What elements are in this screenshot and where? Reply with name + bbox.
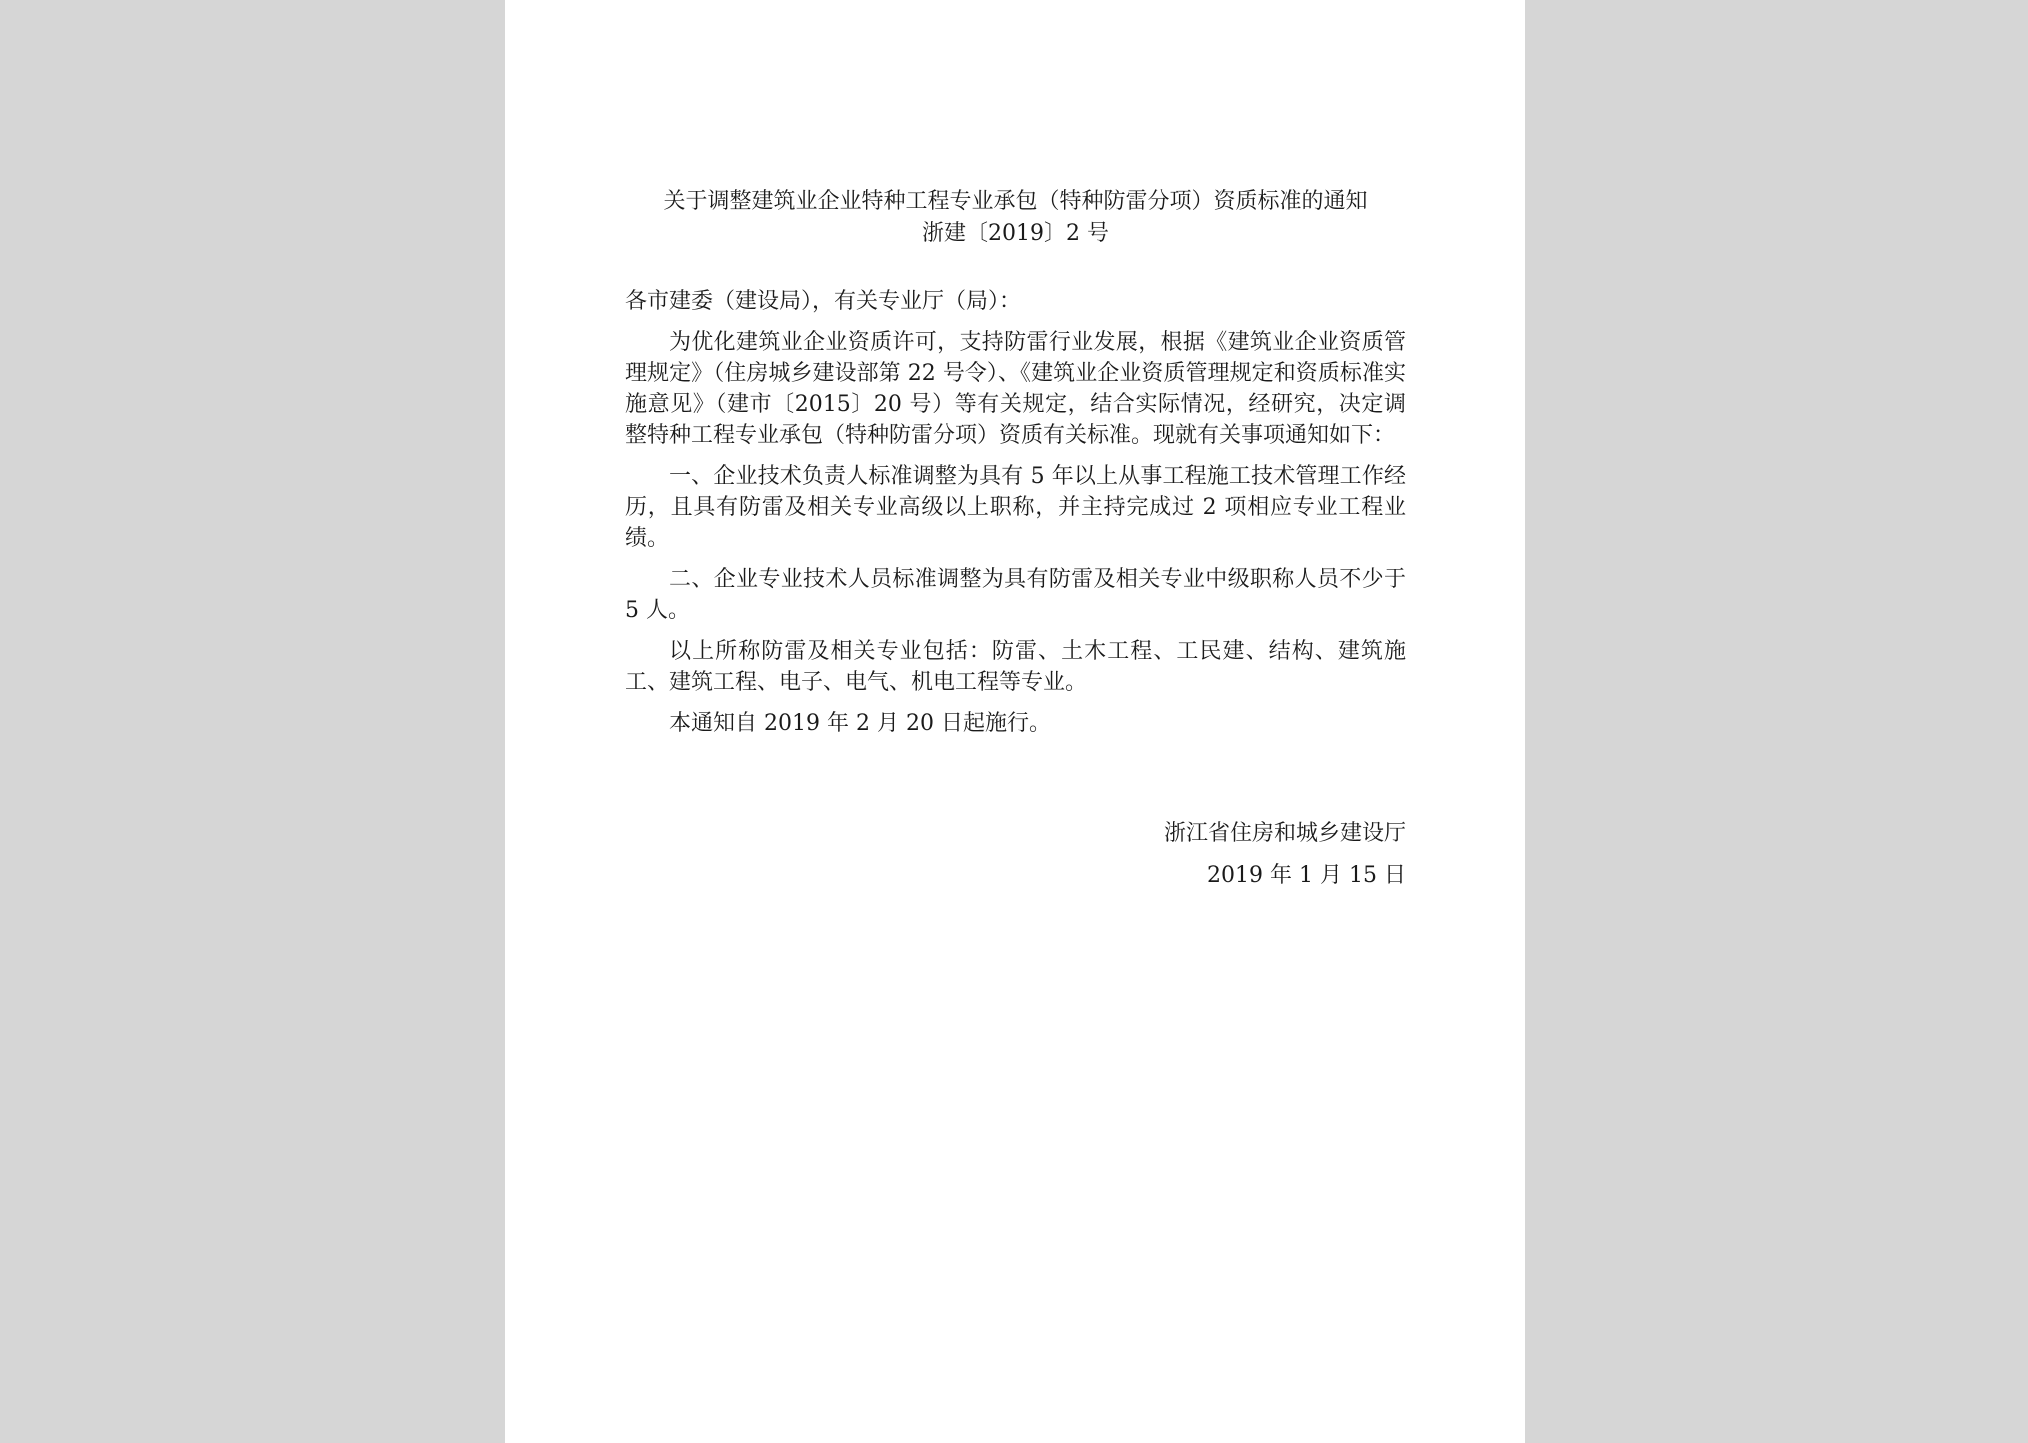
paragraph-scope: 以上所称防雷及相关专业包括：防雷、土木工程、工民建、结构、建筑施工、建筑工程、电子、电气、机电工程等专业。 xyxy=(625,639,1406,695)
paragraph-effective-date: 本通知自 2019 年 2 月 20 日起施行。 xyxy=(669,711,1051,736)
paragraph-intro: 为优化建筑业企业资质许可，支持防雷行业发展，根据《建筑业企业资质管理规定》（住房城乡建设部第 22 号令）、《建筑业企业资质管理规定和资质标准实施意见》（建市〔2015〕20 号）等有关规定，结合实际情况，经研究，决定调整特种工程专业承包（特种防雷分项）资质有关标准。现就有关事项通知如下： xyxy=(625,330,1406,448)
document-title: 关于调整建筑业企业特种工程专业承包（特种防雷分项）资质标准的通知 xyxy=(663,189,1368,214)
signature-organization: 浙江省住房和城乡建设厅 xyxy=(1163,821,1406,846)
document-number: 浙建〔2019〕2 号 xyxy=(922,221,1109,246)
signature-date: 2019 年 1 月 15 日 xyxy=(1207,863,1406,888)
document-page xyxy=(505,0,1525,1443)
paragraph-item-2: 二、企业专业技术人员标准调整为具有防雷及相关专业中级职称人员不少于 5 人。 xyxy=(625,567,1406,623)
document-body xyxy=(625,186,1406,888)
paragraph-item-1: 一、企业技术负责人标准调整为具有 5 年以上从事工程施工技术管理工作经历，且具有防雷及相关专业高级以上职称，并主持完成过 2 项相应专业工程业绩。 xyxy=(625,464,1406,551)
salutation: 各市建委（建设局），有关专业厅（局）： xyxy=(625,289,1022,314)
